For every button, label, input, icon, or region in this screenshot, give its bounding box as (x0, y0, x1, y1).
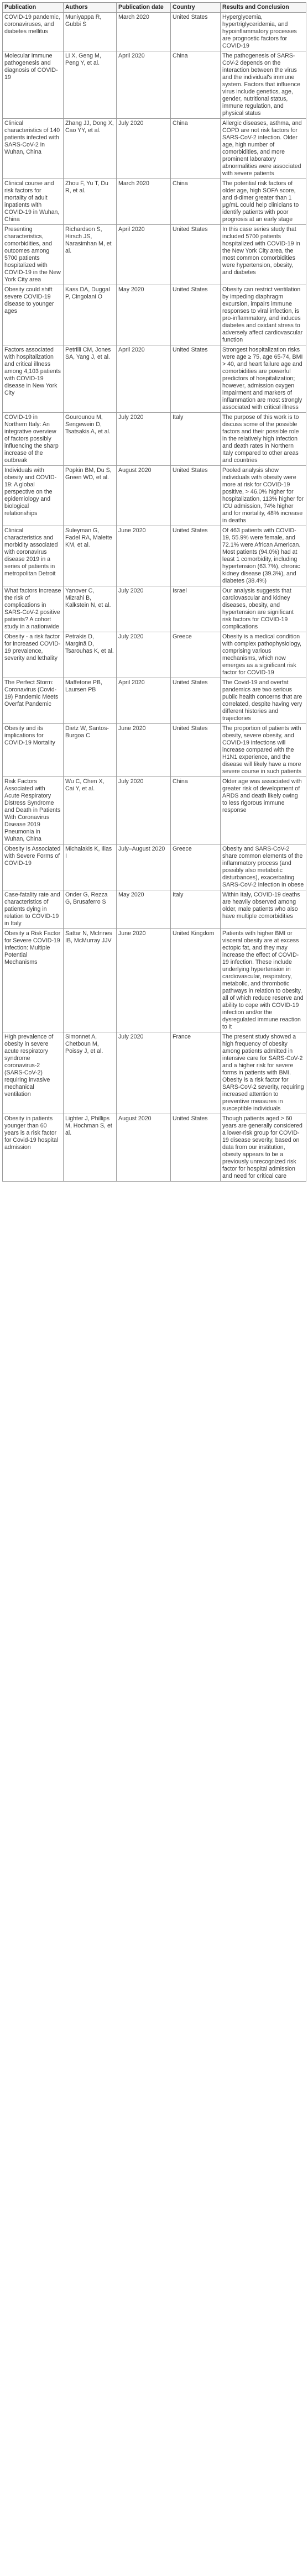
cell-publication: Presenting characteristics, comorbidities, and outcomes among 5700 patients hospitalized with COVID-19 in the New York City area (3, 225, 64, 285)
cell-country: China (171, 119, 221, 179)
table-row (3, 13, 306, 51)
cell-country: United States (171, 225, 221, 285)
table-row (3, 285, 306, 345)
cell-country: China (171, 777, 221, 844)
table-row (3, 632, 306, 678)
cell-country: United States (171, 13, 221, 51)
table-row (3, 466, 306, 526)
table-row (3, 179, 306, 225)
cell-country: Greece (171, 844, 221, 890)
table-row (3, 119, 306, 179)
cell-publication: What factors increase the risk of complications in SARS-CoV-2 positive patients? A cohort study in a nationwide (3, 586, 64, 632)
cell-results: The purpose of this work is to discuss some of the possible factors and their possible role in the relatively high infection and death rates in Northern Italy compared to other areas and countries (221, 413, 306, 466)
cell-publication-date: March 2020 (117, 13, 171, 51)
table-row (3, 345, 306, 413)
cell-publication: Clinical characteristics and morbidity associated with coronavirus disease 2019 in a series of patients in metropolitan Detroit (3, 526, 64, 586)
cell-results: Though patients aged > 60 years are generally considered a lower-risk group for COVID-19 disease severity, based on data from our institution, obesity appears to be a previously unrecognized risk factor for hospital admission and need for critical care (221, 1114, 306, 1182)
cell-country: China (171, 51, 221, 119)
cell-publication: Obesity could shift severe COVID-19 disease to younger ages (3, 285, 64, 345)
cell-authors: Zhang JJ, Dong X, Cao YY, et al. (64, 119, 117, 179)
table-row (3, 413, 306, 466)
cell-results: Of 463 patients with COVID-19, 55.9% were female, and 72.1% were African American. Most patients (94.0%) had at least 1 comorbidity, including hypertension (63.7%), chronic kidney disease (39.3%), and diabetes (38.4%) (221, 526, 306, 586)
cell-publication: Clinical characteristics of 140 patients infected with SARS-CoV-2 in Wuhan, China (3, 119, 64, 179)
cell-publication-date: May 2020 (117, 890, 171, 929)
cell-publication-date: April 2020 (117, 225, 171, 285)
cell-publication: Risk Factors Associated with Acute Respiratory Distress Syndrome and Death in Patients With Coronavirus Disease 2019 Pneumonia in Wuhan, China (3, 777, 64, 844)
cell-publication-date: June 2020 (117, 929, 171, 1032)
table-row (3, 51, 306, 119)
cell-results: The Covid-19 and overfat pandemics are two serious public health concerns that are correlated, despite having very different histories and trajectories (221, 678, 306, 724)
cell-results: The proportion of patients with obesity, severe obesity, and COVID-19 infections will increase compared with the H1N1 experience, and the disease will likely have a more severe course in such patients (221, 724, 306, 777)
cell-results: Allergic diseases, asthma, and COPD are not risk factors for SARS-CoV-2 infection. Older age, high number of comorbidities, and more prominent laboratory abnormalities were associated with severe patients (221, 119, 306, 179)
cell-publication-date: August 2020 (117, 1114, 171, 1182)
table-row (3, 777, 306, 844)
header-row (3, 3, 306, 13)
cell-publication: Molecular immune pathogenesis and diagnosis of COVID-19 (3, 51, 64, 119)
cell-publication-date: June 2020 (117, 724, 171, 777)
literature-table (2, 2, 306, 1182)
cell-results: The potential risk factors of older age, high SOFA score, and d-dimer greater than 1 μg/mL could help clinicians to identify patients with poor prognosis at an early stage (221, 179, 306, 225)
header-publication-date: Publication date (117, 3, 171, 13)
cell-publication: Obesity a Risk Factor for Severe COVID-19 Infection: Multiple Potential Mechanisms (3, 929, 64, 1032)
cell-publication: COVID-19 in Northern Italy: An integrative overview of factors possibly influencing the sharp increase of the outbreak (3, 413, 64, 466)
cell-country: Italy (171, 413, 221, 466)
cell-country: Greece (171, 632, 221, 678)
cell-authors: Simonnet A, Chetboun M, Poissy J, et al. (64, 1032, 117, 1114)
cell-publication-date: July 2020 (117, 777, 171, 844)
cell-authors: Suleyman G, Fadel RA, Malette KM, et al. (64, 526, 117, 586)
cell-authors: Maffetone PB, Laursen PB (64, 678, 117, 724)
cell-authors: Li X, Geng M, Peng Y, et al. (64, 51, 117, 119)
cell-country: China (171, 179, 221, 225)
cell-results: The pathogenesis of SARS-CoV-2 depends on the interaction between the virus and the individual's immune system. Factors that influence virus include genetics, age, gender, nutritional status, immune regulation, and physical status (221, 51, 306, 119)
table-row (3, 844, 306, 890)
cell-authors: Yanover C, Mizrahi B, Kalkstein N, et al. (64, 586, 117, 632)
header-publication: Publication (3, 3, 64, 13)
table-header (3, 3, 306, 13)
cell-publication-date: April 2020 (117, 51, 171, 119)
cell-results: Pooled analysis show individuals with obesity were more at risk for COVID-19 positive, > 46.0% higher for hospitalization, 113% higher for ICU admission, 74% higher and for mortality, 48% increase in deaths (221, 466, 306, 526)
cell-authors: Sattar N, McInnes IB, McMurray JJV (64, 929, 117, 1032)
table-body (3, 13, 306, 1182)
cell-results: The present study showed a high frequency of obesity among patients admitted in intensive care for SARS-CoV-2 and a higher risk for severe forms in patients with BMI. Obesity is a risk factor for SARS-CoV-2 severity, requiring increased attention to preventive measures in susceptible individuals (221, 1032, 306, 1114)
cell-publication: Factors associated with hospitalization and critical illness among 4,103 patients with COVID-19 disease in New York City (3, 345, 64, 413)
cell-authors: Petrilli CM, Jones SA, Yang J, et al. (64, 345, 117, 413)
cell-publication: Clinical course and risk factors for mortality of adult inpatients with COVID-19 in Wuhan, China (3, 179, 64, 225)
table-row (3, 225, 306, 285)
cell-publication: High prevalence of obesity in severe acute respiratory syndrome coronavirus-2 (SARS-CoV-2) requiring invasive mechanical ventilation (3, 1032, 64, 1114)
cell-authors: Muniyappa R, Gubbi S (64, 13, 117, 51)
cell-results: Within Italy, COVID-19 deaths are heavily observed among older, male patients who also have multiple comorbidities (221, 890, 306, 929)
cell-publication-date: June 2020 (117, 526, 171, 586)
cell-country: United States (171, 526, 221, 586)
cell-publication-date: May 2020 (117, 285, 171, 345)
cell-publication: Case-fatality rate and characteristics of patients dying in relation to COVID-19 in Italy (3, 890, 64, 929)
header-results: Results and Conclusion (221, 3, 306, 13)
cell-results: Patients with higher BMI or visceral obesity are at excess ectopic fat, and they may increase the effect of COVID-19 infection. These include underlying hypertension in cardiovascular, respiratory, metabolic, and thrombotic pathways in relation to obesity, all of which reduce reserve and ability to cope with COVID-19 infection and/or the dysregulated immune reaction to it (221, 929, 306, 1032)
header-authors: Authors (64, 3, 117, 13)
cell-country: United States (171, 1114, 221, 1182)
table-row (3, 1114, 306, 1182)
table-row (3, 526, 306, 586)
cell-authors: Wu C, Chen X, Cai Y, et al. (64, 777, 117, 844)
cell-publication: Individuals with obesity and COVID-19: A global perspective on the epidemiology and biological relationships (3, 466, 64, 526)
cell-publication-date: April 2020 (117, 678, 171, 724)
cell-publication-date: July 2020 (117, 119, 171, 179)
cell-authors: Zhou F, Yu T, Du R, et al. (64, 179, 117, 225)
table-row (3, 586, 306, 632)
cell-publication: COVID-19 pandemic, coronaviruses, and diabetes mellitus (3, 13, 64, 51)
cell-results: Obesity is a medical condition with complex pathophysiology, comprising various mechanisms, which now emerges as a significant risk factor for COVID-19 (221, 632, 306, 678)
cell-publication-date: April 2020 (117, 345, 171, 413)
cell-country: United States (171, 724, 221, 777)
cell-publication: The Perfect Storm: Coronavirus (Covid-19) Pandemic Meets Overfat Pandemic (3, 678, 64, 724)
cell-results: In this case series study that included 5700 patients hospitalized with COVID-19 in the New York City area, the most common comorbidities were hypertension, obesity, and diabetes (221, 225, 306, 285)
cell-authors: Michalakis K, Ilias I (64, 844, 117, 890)
cell-publication: Obesity and its implications for COVID-19 Mortality (3, 724, 64, 777)
cell-authors: Richardson S, Hirsch JS, Narasimhan M, et al. (64, 225, 117, 285)
cell-country: Italy (171, 890, 221, 929)
cell-publication: Obesity - a risk factor for increased COVID-19 prevalence, severity and lethality (3, 632, 64, 678)
cell-publication-date: July 2020 (117, 1032, 171, 1114)
table-row (3, 1032, 306, 1114)
cell-country: United States (171, 466, 221, 526)
cell-results: Obesity and SARS-CoV-2 share common elements of the inflammatory process (and possibly also metabolic disturbances), exacerbating SARS-CoV-2 infection in obese (221, 844, 306, 890)
cell-publication-date: July 2020 (117, 586, 171, 632)
cell-publication-date: July 2020 (117, 632, 171, 678)
cell-country: Israel (171, 586, 221, 632)
cell-results: Our analysis suggests that cardiovascular and kidney diseases, obesity, and hypertension are significant risk factors for COVID-19 complications (221, 586, 306, 632)
cell-authors: Kass DA, Duggal P, Cingolani O (64, 285, 117, 345)
cell-publication: Obesity Is Associated with Severe Forms of COVID-19 (3, 844, 64, 890)
cell-authors: Lighter J, Phillips M, Hochman S, et al. (64, 1114, 117, 1182)
table-row (3, 724, 306, 777)
page (0, 0, 308, 1184)
cell-results: Hyperglycemia, hypertriglyceridemia, and hypoinflammatory processes are prognostic factors for COVID-19 (221, 13, 306, 51)
cell-country: France (171, 1032, 221, 1114)
header-country: Country (171, 3, 221, 13)
table-row (3, 929, 306, 1032)
cell-country: United States (171, 345, 221, 413)
cell-publication-date: July 2020 (117, 413, 171, 466)
cell-authors: Popkin BM, Du S, Green WD, et al. (64, 466, 117, 526)
cell-publication: Obesity in patients younger than 60 years is a risk factor for Covid-19 hospital admission (3, 1114, 64, 1182)
cell-results: Older age was associated with greater risk of development of ARDS and death likely owing to less rigorous immune response (221, 777, 306, 844)
cell-country: United States (171, 678, 221, 724)
cell-publication-date: August 2020 (117, 466, 171, 526)
table-row (3, 890, 306, 929)
cell-publication-date: July–August 2020 (117, 844, 171, 890)
cell-authors: Gourounou M, Sengewein D, Tsatsakis A, et al. (64, 413, 117, 466)
cell-results: Strongest hospitalization risks were age ≥ 75, age 65-74, BMI > 40, and heart failure age and comorbidities are powerful predictors of hospitalization; however, admission oxygen impairment and markers of inflammation are most strongly associated with critical illness (221, 345, 306, 413)
cell-authors: Petrakis D, Margină D, Tsarouhas K, et al. (64, 632, 117, 678)
cell-publication-date: March 2020 (117, 179, 171, 225)
cell-authors: Onder G, Rezza G, Brusaferro S (64, 890, 117, 929)
cell-country: United States (171, 285, 221, 345)
cell-results: Obesity can restrict ventilation by impeding diaphragm excursion, impairs immune responses to viral infection, is pro-inflammatory, and induces diabetes and oxidant stress to adversely affect cardiovascular function (221, 285, 306, 345)
table-row (3, 678, 306, 724)
cell-country: United Kingdom (171, 929, 221, 1032)
cell-authors: Dietz W, Santos-Burgoa C (64, 724, 117, 777)
